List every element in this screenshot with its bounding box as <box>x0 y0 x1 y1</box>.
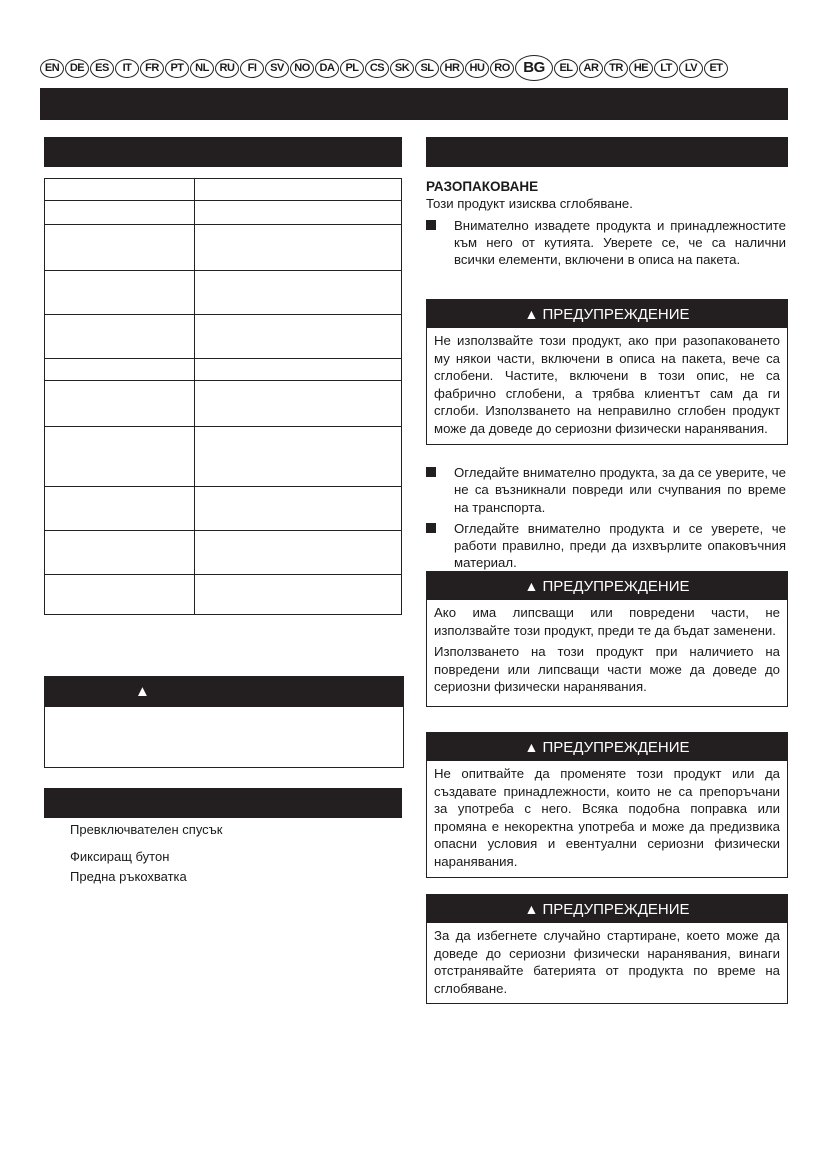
warning-triangle-icon: ▲ <box>135 683 150 700</box>
warning-box-3 <box>426 732 788 878</box>
language-es: ES <box>90 59 114 78</box>
language-sv: SV <box>265 59 289 78</box>
warning-text: Ако има липсващи или повредени части, не използвайте този продукт, преди те да бъдат заменени. <box>434 605 780 638</box>
warning-triangle-icon: ▲ <box>524 739 539 755</box>
warning-triangle-icon: ▲ <box>524 306 539 322</box>
language-nl: NL <box>190 59 214 78</box>
language-selector <box>40 55 728 81</box>
language-de: DE <box>65 59 89 78</box>
language-it: IT <box>115 59 139 78</box>
warning-box-4 <box>426 894 788 1004</box>
page-header-bar <box>40 88 788 120</box>
warning-text: Не използвайте този продукт, ако при разопаковането му някои части, включени в описа на пакета, вече са сглобени. Частите, включени в този опис, не са фабрично сглобени, а трябва клиентът сам да ги сглоби. Използването на неправилно сглобен продукт може да доведе до сериозни физически наранявания. <box>434 333 780 436</box>
language-pt: PT <box>165 59 189 78</box>
warning-title: ПРЕДУПРЕЖДЕНИЕ <box>542 739 690 756</box>
language-ro: RO <box>490 59 514 78</box>
language-fr: FR <box>140 59 164 78</box>
language-ru: RU <box>215 59 239 78</box>
language-pl: PL <box>340 59 364 78</box>
warning-title: ПРЕДУПРЕЖДЕНИЕ <box>542 306 690 323</box>
language-sl: SL <box>415 59 439 78</box>
unpacking-intro: Този продукт изисква сглобяване. <box>426 196 633 212</box>
warning-title: ПРЕДУПРЕЖДЕНИЕ <box>542 578 690 595</box>
language-fi: FI <box>240 59 264 78</box>
language-et: ET <box>704 59 728 78</box>
bullet-item: Огледайте внимателно продукта, за да се уверите, че не са възникнали повреди или счупвания по време на транспорта. <box>426 464 786 516</box>
parts-header-bar <box>44 788 402 818</box>
assembly-header-bar <box>426 137 788 167</box>
language-bg: BG <box>515 55 553 81</box>
warning-triangle-icon: ▲ <box>524 901 539 917</box>
language-hr: HR <box>440 59 464 78</box>
bullet-item: Внимателно извадете продукта и принадлежностите към него от кутията. Уверете се, че са налични всички елементи, включени в описа на пакета. <box>426 217 786 269</box>
language-en: EN <box>40 59 64 78</box>
part-item: Превключвателен спусък <box>70 822 223 837</box>
language-hu: HU <box>465 59 489 78</box>
warning-text: Не опитвайте да променяте този продукт или да създавате принадлежности, които не са препоръчани за употреба с него. Всяка подобна поправка или промяна е некоректна употреба и може да предизвика опасни условия и евентуални сериозни физически наранявания. <box>434 766 780 869</box>
part-item: Предна ръкохватка <box>70 869 187 884</box>
warning-text: За да избегнете случайно стартиране, което може да доведе до сериозни физически наранявания, винаги отстранявайте батерията от продукта по време на сглобяване. <box>434 928 780 996</box>
specifications-table <box>44 178 402 615</box>
language-lt: LT <box>654 59 678 78</box>
language-no: NO <box>290 59 314 78</box>
bullet-item: Огледайте внимателно продукта и се уверете, че работи правилно, преди да изхвърлите опаковъчния материал. <box>426 520 786 572</box>
language-cs: CS <box>365 59 389 78</box>
unpacking-heading: РАЗОПАКОВАНЕ <box>426 179 539 194</box>
warning-title: ПРЕДУПРЕЖДЕНИЕ <box>542 901 690 918</box>
warning-box-2 <box>426 571 788 707</box>
warning-text: Използването на този продукт при наличието на повредени или липсващи части може да доведе до сериозни физически наранявания. <box>434 644 780 695</box>
language-tr: TR <box>604 59 628 78</box>
empty-warning-box <box>44 676 404 768</box>
language-lv: LV <box>679 59 703 78</box>
language-sk: SK <box>390 59 414 78</box>
specs-header-bar <box>44 137 402 167</box>
language-da: DA <box>315 59 339 78</box>
language-ar: AR <box>579 59 603 78</box>
part-item: Фиксиращ бутон <box>70 849 170 864</box>
warning-box-1 <box>426 299 788 445</box>
warning-triangle-icon: ▲ <box>524 578 539 594</box>
language-el: EL <box>554 59 578 78</box>
language-he: HE <box>629 59 653 78</box>
